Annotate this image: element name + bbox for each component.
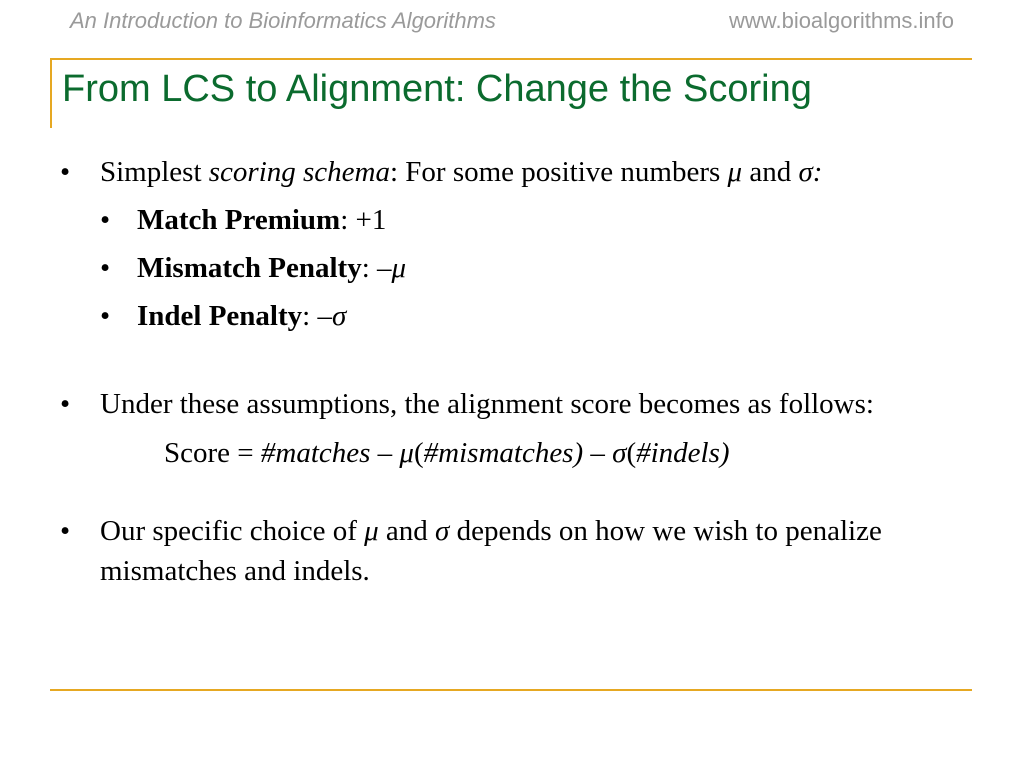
bullet-icon: • [100,204,111,236]
bullet1-and-text: and [742,156,799,188]
left-rule-divider [50,58,52,128]
subitem-match-premium [60,200,940,240]
formula-paren: ( [413,437,424,469]
subitem-value: –μ [377,252,407,284]
subitem-label: Indel Penalty [137,300,303,332]
bullet2-text: Under these assumptions, the alignment score becomes as follows: [100,388,874,420]
scoring-schema-term: scoring schema [208,156,390,188]
slide-body [60,152,940,591]
subitem-label: Mismatch Penalty [137,252,362,284]
bullet-icon: • [60,156,71,188]
bullet3-and-text: and [378,515,436,547]
sigma-symbol: σ [435,515,450,547]
sigma-symbol: σ: [798,156,823,188]
subitem-value: –σ [317,300,347,332]
formula-term-matches: #matches – μ [260,437,414,469]
bullet3-pre-text: Our specific choice of [100,515,365,547]
score-formula [60,433,940,473]
spacer [60,336,940,384]
subitem-separator: : [302,300,318,332]
subitem-separator: : [340,204,356,236]
formula-paren: ( [626,437,637,469]
bullet-assumptions [60,384,940,424]
mu-symbol: μ [727,156,743,188]
slide-title: From LCS to Alignment: Change the Scoring [62,68,812,110]
bullet-icon: • [60,515,71,547]
bullet-specific-choice [60,511,940,591]
bullet1-mid-text: : For some positive numbers [390,156,728,188]
bullet1-pre-text: Simplest [100,156,209,188]
mu-symbol: μ [364,515,379,547]
bullet-icon: • [60,388,71,420]
bottom-rule-divider [50,689,972,691]
formula-term-mismatches: #mismatches) – σ [423,437,627,469]
formula-term-indels: #indels) [636,437,730,469]
website-url-header: www.bioalgorithms.info [729,8,954,33]
subitem-label: Match Premium [137,204,341,236]
bullet-icon: • [100,300,111,332]
subitem-mismatch-penalty [60,248,940,288]
bullet-icon: • [100,252,111,284]
top-rule-divider [50,58,972,60]
bullet-scoring-schema [60,152,940,192]
subitem-separator: : [361,252,378,284]
course-title-header: An Introduction to Bioinformatics Algorithms [70,8,496,33]
subitem-indel-penalty [60,296,940,336]
subitem-value: +1 [355,204,387,236]
formula-lhs: Score = [164,437,261,469]
spacer [60,473,940,511]
bullet3-post-text: depends on how we wish to penalize mismatches and indels. [100,515,882,587]
